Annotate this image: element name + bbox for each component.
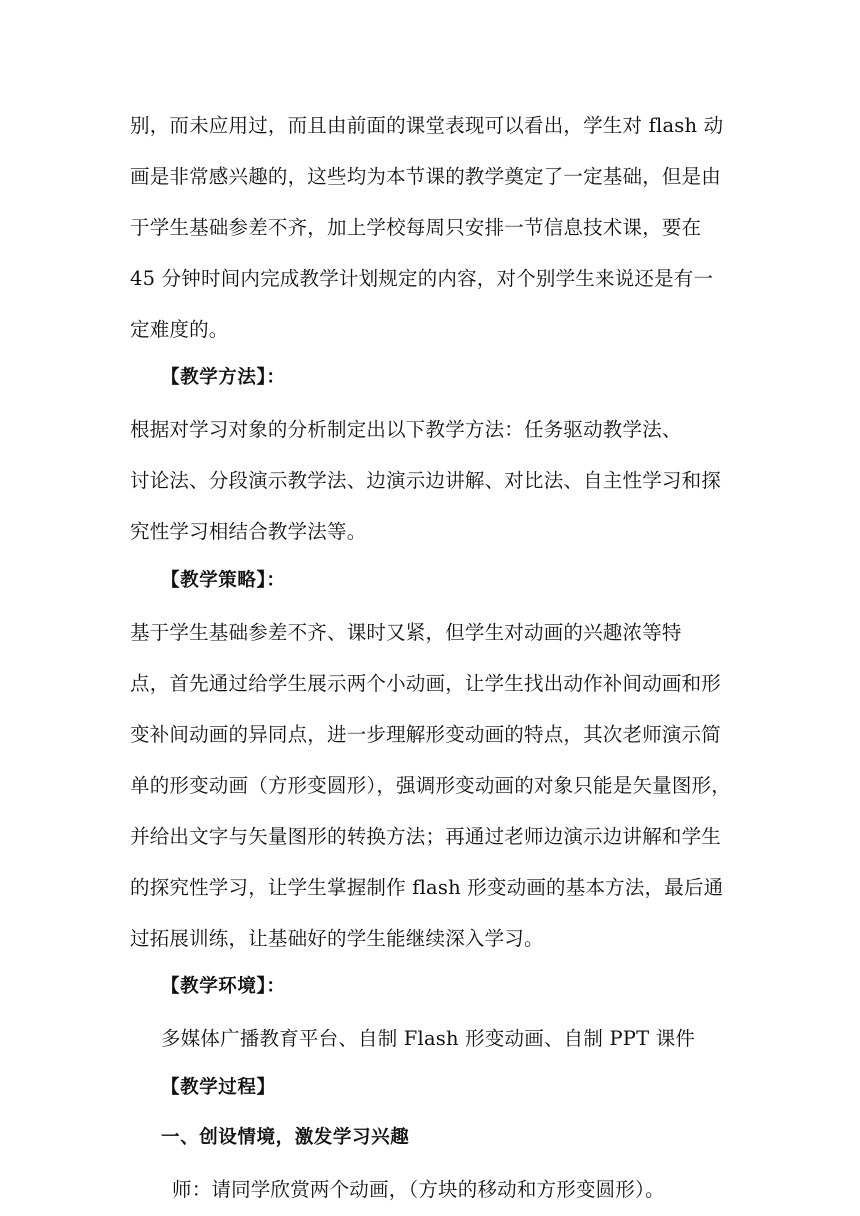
teaching-process-heading: 【教学过程】 (161, 1077, 276, 1098)
paragraph-line: 究性学习相结合教学法等。 (130, 520, 367, 543)
teaching-environment-text: 多媒体广播教育平台、自制 Flash 形变动画、自制 PPT 课件 (161, 1027, 696, 1050)
paragraph-line: 根据对学习对象的分析制定出以下教学方法：任务驱动教学法、 (130, 418, 682, 441)
paragraph-line: 画是非常感兴趣的，这些均为本节课的教学奠定了一定基础，但是由 (130, 165, 722, 188)
paragraph-line: 变补间动画的异同点，进一步理解形变动画的特点，其次老师演示简 (130, 723, 722, 746)
paragraph-line: 并给出文字与矢量图形的转换方法；再通过老师边演示边讲解和学生 (130, 825, 722, 848)
paragraph-line: 45 分钟时间内完成教学计划规定的内容，对个别学生来说还是有一 (130, 267, 714, 290)
teaching-strategy-heading: 【教学策略】： (161, 570, 286, 591)
paragraph-line: 讨论法、分段演示教学法、边演示边讲解、对比法、自主性学习和探 (130, 469, 722, 492)
paragraph-line: 过拓展训练，让基础好的学生能继续深入学习。 (130, 927, 544, 950)
paragraph-line: 单的形变动画（方形变圆形），强调形变动画的对象只能是矢量图形， (130, 774, 731, 797)
paragraph-line: 于学生基础参差不齐，加上学校每周只安排一节信息技术课，要在 (130, 216, 702, 239)
paragraph-line: 的探究性学习，让学生掌握制作 flash 形变动画的基本方法，最后通 (130, 876, 724, 899)
teaching-methods-heading: 【教学方法】： (161, 367, 286, 388)
teacher-dialogue-line: 师：请同学欣赏两个动画，（方块的移动和方形变圆形）。 (172, 1178, 665, 1201)
paragraph-line: 基于学生基础参差不齐、课时又紧，但学生对动画的兴趣浓等特 (130, 621, 682, 644)
paragraph-line: 定难度的。 (130, 318, 229, 341)
section-one-title: 一、创设情境，激发学习兴趣 (161, 1127, 410, 1148)
teaching-environment-heading: 【教学环境】： (161, 976, 286, 997)
paragraph-line: 别，而未应用过，而且由前面的课堂表现可以看出，学生对 flash 动 (130, 114, 724, 137)
paragraph-line: 点，首先通过给学生展示两个小动画，让学生找出动作补间动画和形 (130, 672, 722, 695)
